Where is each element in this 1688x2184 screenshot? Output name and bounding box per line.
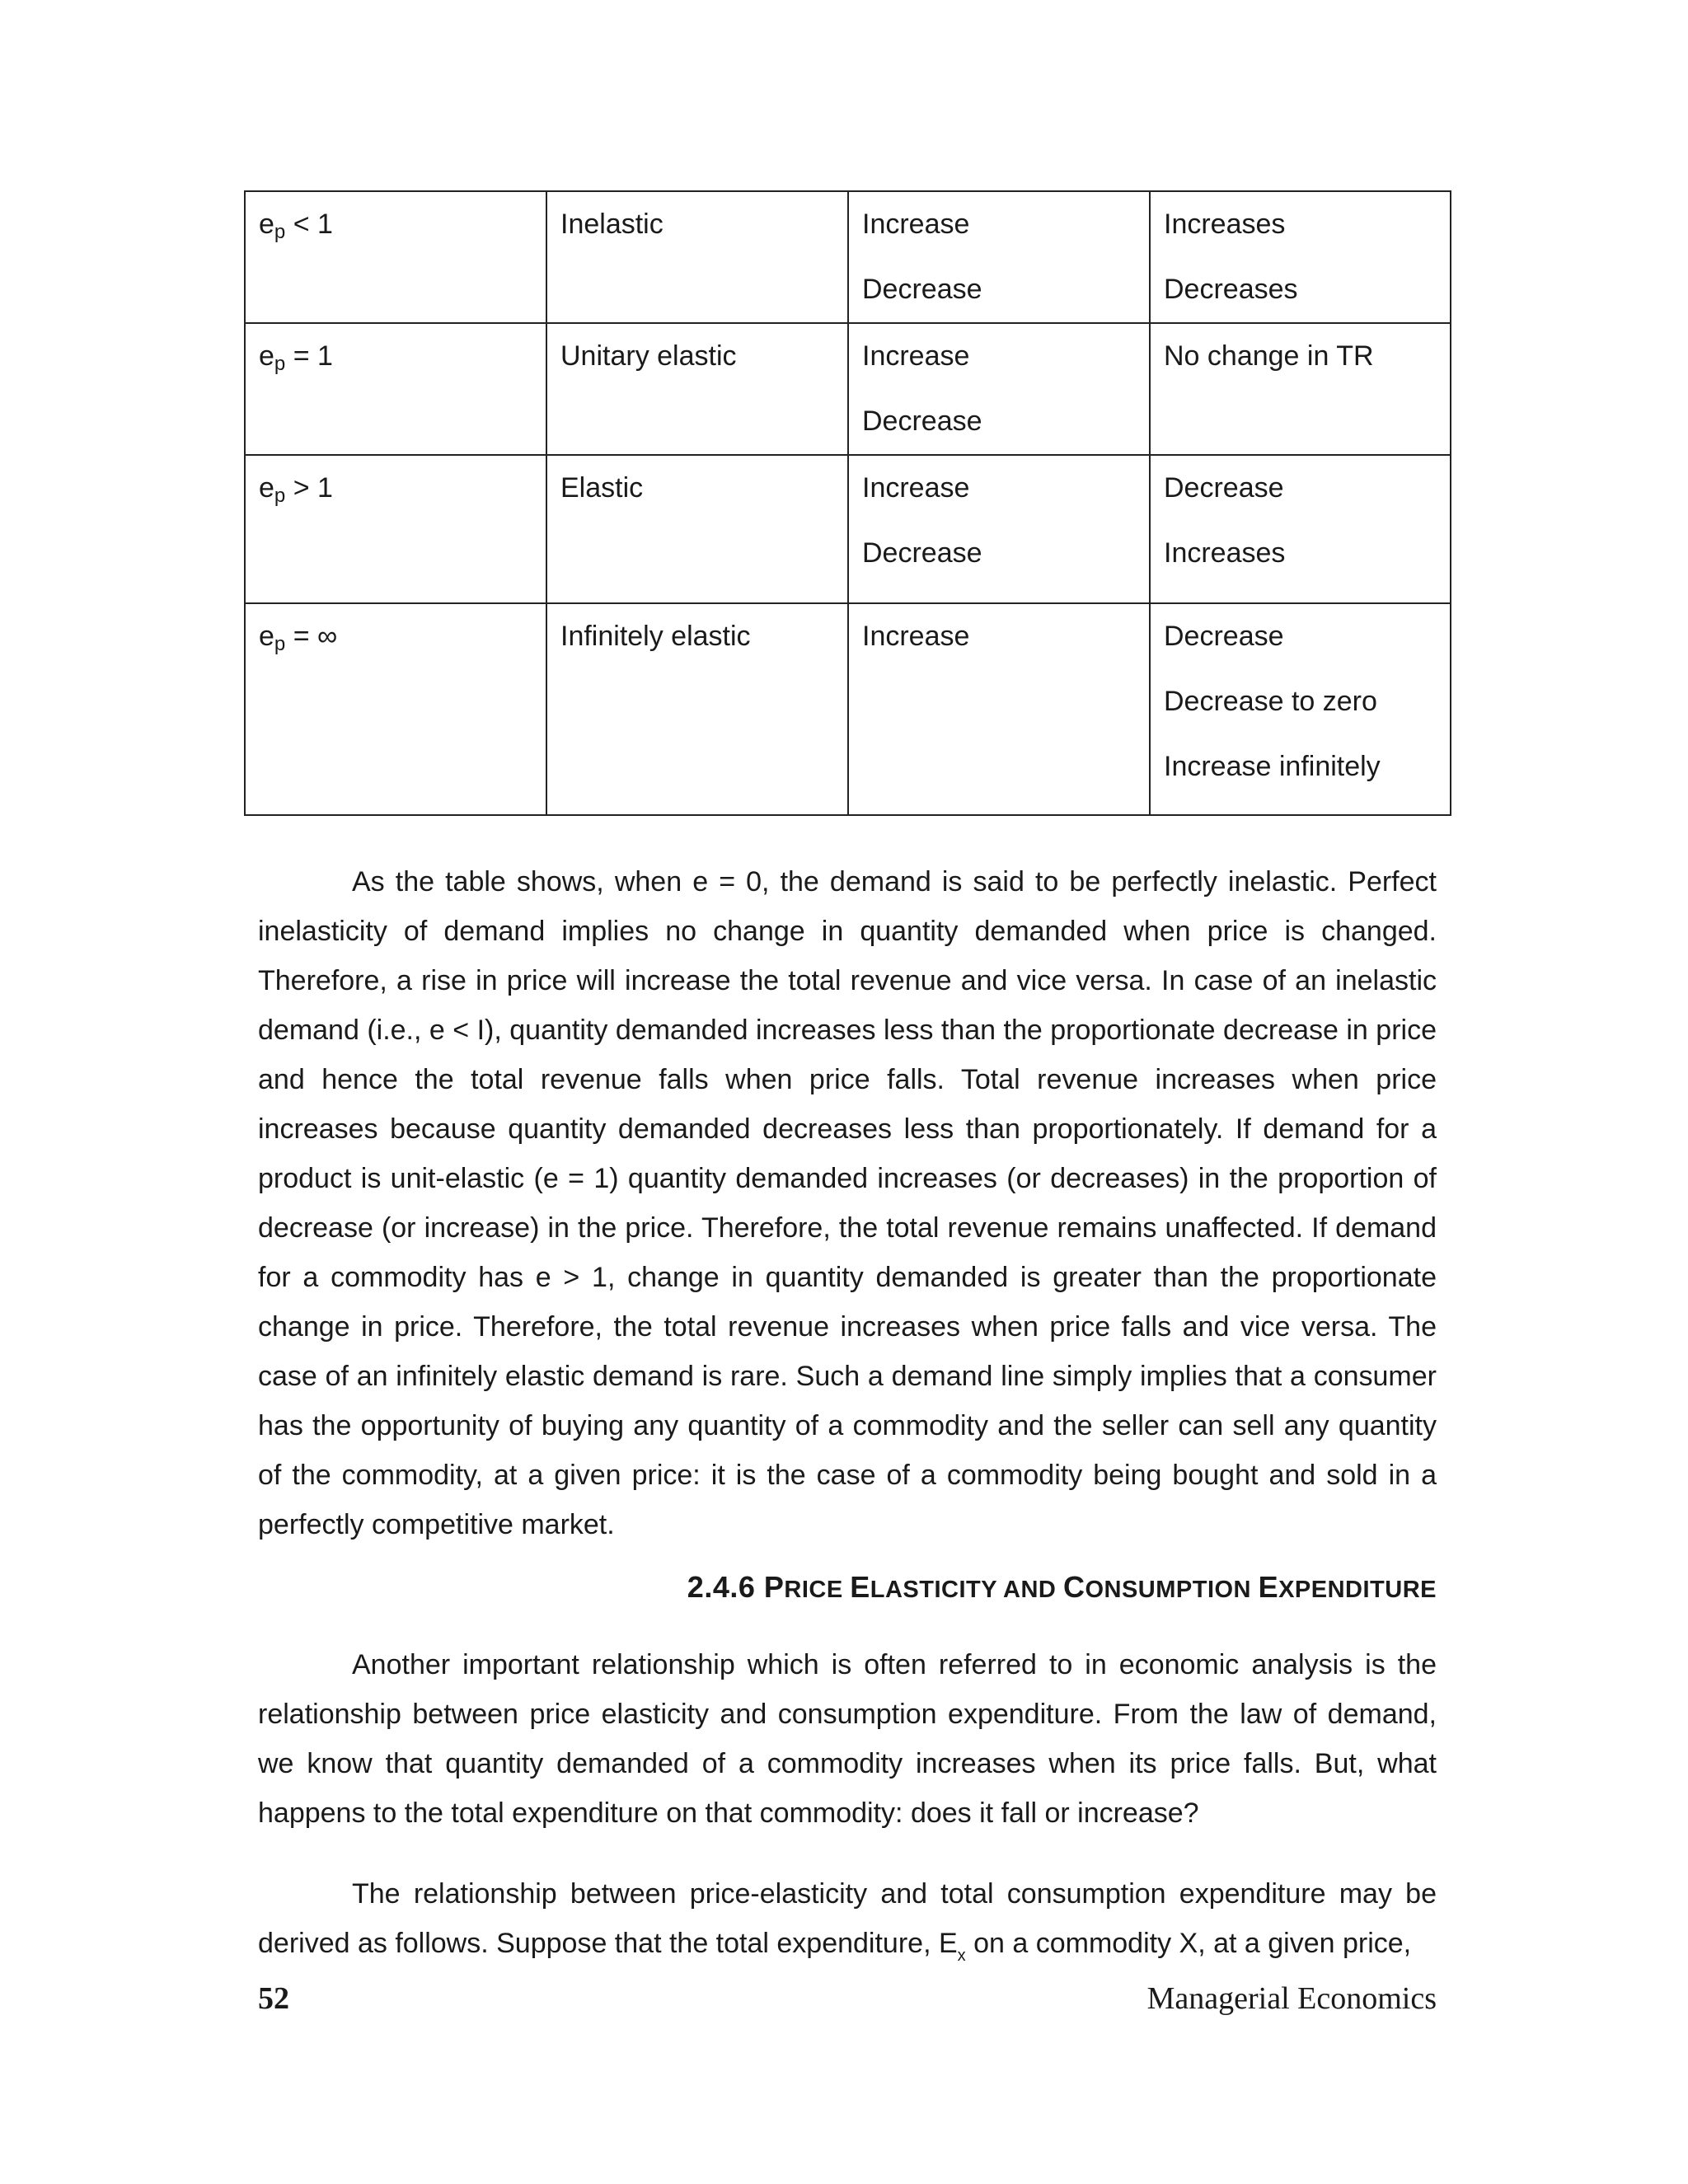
title-smallcaps: LASTICITY AND [870, 1577, 1063, 1603]
elasticity-label: Infinitely elastic [560, 621, 751, 652]
coefficient-relation: = 1 [285, 340, 333, 372]
elasticity-cell [546, 603, 848, 815]
elasticity-label: Unitary elastic [560, 340, 737, 372]
price-change-line: Increase [862, 621, 970, 652]
section-heading [687, 1570, 1437, 1605]
coefficient-symbol: e [259, 621, 274, 652]
coefficient-subscript: p [274, 353, 286, 375]
paragraph-derivation [258, 1869, 1437, 1980]
coefficient-relation: < 1 [285, 209, 333, 240]
coefficient-subscript: p [274, 633, 286, 655]
derivation-text-after: on a commodity X, at a given price, [965, 1928, 1412, 1959]
coefficient-value [259, 456, 532, 528]
coefficient-symbol: e [259, 472, 274, 504]
page-number: 52 [258, 1981, 289, 2016]
revenue-change-line: Decrease to zero [1164, 686, 1377, 717]
title-capital: E [850, 1570, 870, 1604]
price-change-line: Decrease [862, 274, 982, 305]
section-title [764, 1570, 1437, 1604]
revenue-change-cell [1150, 455, 1451, 603]
elasticity-table-body [245, 191, 1451, 815]
price-change-cell [848, 323, 1150, 455]
expenditure-subscript: x [957, 1947, 966, 1965]
revenue-change-cell [1150, 191, 1451, 323]
coefficient-subscript: p [274, 221, 286, 243]
title-smallcaps: ONSUMPTION [1085, 1577, 1259, 1603]
price-change-line: Increase [862, 209, 970, 240]
price-change-cell [848, 455, 1150, 603]
table-row [245, 455, 1451, 603]
elasticity-cell [546, 191, 848, 323]
elasticity-label: Elastic [560, 472, 644, 504]
coefficient-cell [245, 323, 546, 455]
table-row [245, 603, 1451, 815]
revenue-change-cell [1150, 323, 1451, 455]
coefficient-subscript: p [274, 485, 286, 507]
title-capital: C [1062, 1570, 1085, 1604]
revenue-change-line: Decrease [1164, 621, 1284, 652]
price-change-cell [848, 603, 1150, 815]
price-change-line: Decrease [862, 405, 982, 437]
revenue-change-line: Decreases [1164, 274, 1298, 305]
coefficient-value [259, 324, 532, 396]
coefficient-cell [245, 603, 546, 815]
coefficient-symbol: e [259, 340, 274, 372]
title-smallcaps: XPENDITURE [1278, 1577, 1437, 1603]
revenue-change-line: Increase infinitely [1164, 751, 1381, 782]
elasticity-table [244, 190, 1451, 816]
price-change-cell [848, 191, 1150, 323]
title-capital: E [1258, 1570, 1279, 1604]
coefficient-relation: = ∞ [285, 621, 338, 652]
coefficient-cell [245, 455, 546, 603]
price-change-line: Increase [862, 340, 970, 372]
table-row [245, 191, 1451, 323]
table-row [245, 323, 1451, 455]
title-smallcaps: RICE [784, 1577, 851, 1603]
paragraph-table-explanation: As the table shows, when e = 0, the demand is said to be perfectly inelastic. Perfect inelasticity of demand implies no change in quantity demanded when price is changed. Therefore, a rise in price will increase the total revenue and vice versa. In case of an inelastic demand (i.e., e < I), quantity demanded increases less than the proportionate decrease in price and hence the total revenue falls when price falls. Total revenue increases when price increases because quantity demanded decreases less than proportionately. If demand for a product is unit-elastic (e = 1) quantity demanded increases (or decreases) in the proportion of decrease (or increase) in the price. Therefore, the total revenue remains unaffected. If demand for a commodity has e > 1, change in quantity demanded is greater than the proportionate change in price. Therefore, the total revenue increases when price falls and vice versa. The case of an infinitely elastic demand is rare. Such a demand line simply implies that a consumer has the opportunity of buying any quantity of a commodity and the seller can sell any quantity of the commodity, at a given price: it is the case of a commodity being bought and sold in a perfectly competitive market. [258, 866, 1437, 1540]
section-number: 2.4.6 [687, 1570, 756, 1604]
paragraph-relationship: Another important relationship which is often referred to in economic analysis is the relationship between price elasticity and consumption expenditure. From the law of demand, we know that quantity demanded of a commodity increases when its price falls. But, what happens to the total expenditure on that commodity: does it fall or increase? [258, 1649, 1437, 1829]
elasticity-label: Inelastic [560, 209, 663, 240]
elasticity-cell [546, 455, 848, 603]
price-change-line: Decrease [862, 537, 982, 569]
revenue-change-line: Decrease [1164, 472, 1284, 504]
coefficient-cell [245, 191, 546, 323]
revenue-change-cell [1150, 603, 1451, 815]
revenue-change-line: Increases [1164, 537, 1286, 569]
derivation-text-before: The relationship between price-elasticity and total consumption expenditure may be derived as follows. Suppose that the total expenditure, E [258, 1878, 1437, 1959]
revenue-change-line: No change in TR [1164, 340, 1374, 372]
title-capital: P [763, 1570, 785, 1604]
book-title: Managerial Economics [1146, 1981, 1437, 2016]
coefficient-symbol: e [259, 209, 274, 240]
revenue-change-line: Increases [1164, 209, 1286, 240]
coefficient-relation: > 1 [285, 472, 333, 504]
coefficient-value [259, 604, 532, 677]
elasticity-cell [546, 323, 848, 455]
price-change-line: Increase [862, 472, 970, 504]
coefficient-value [259, 192, 532, 265]
